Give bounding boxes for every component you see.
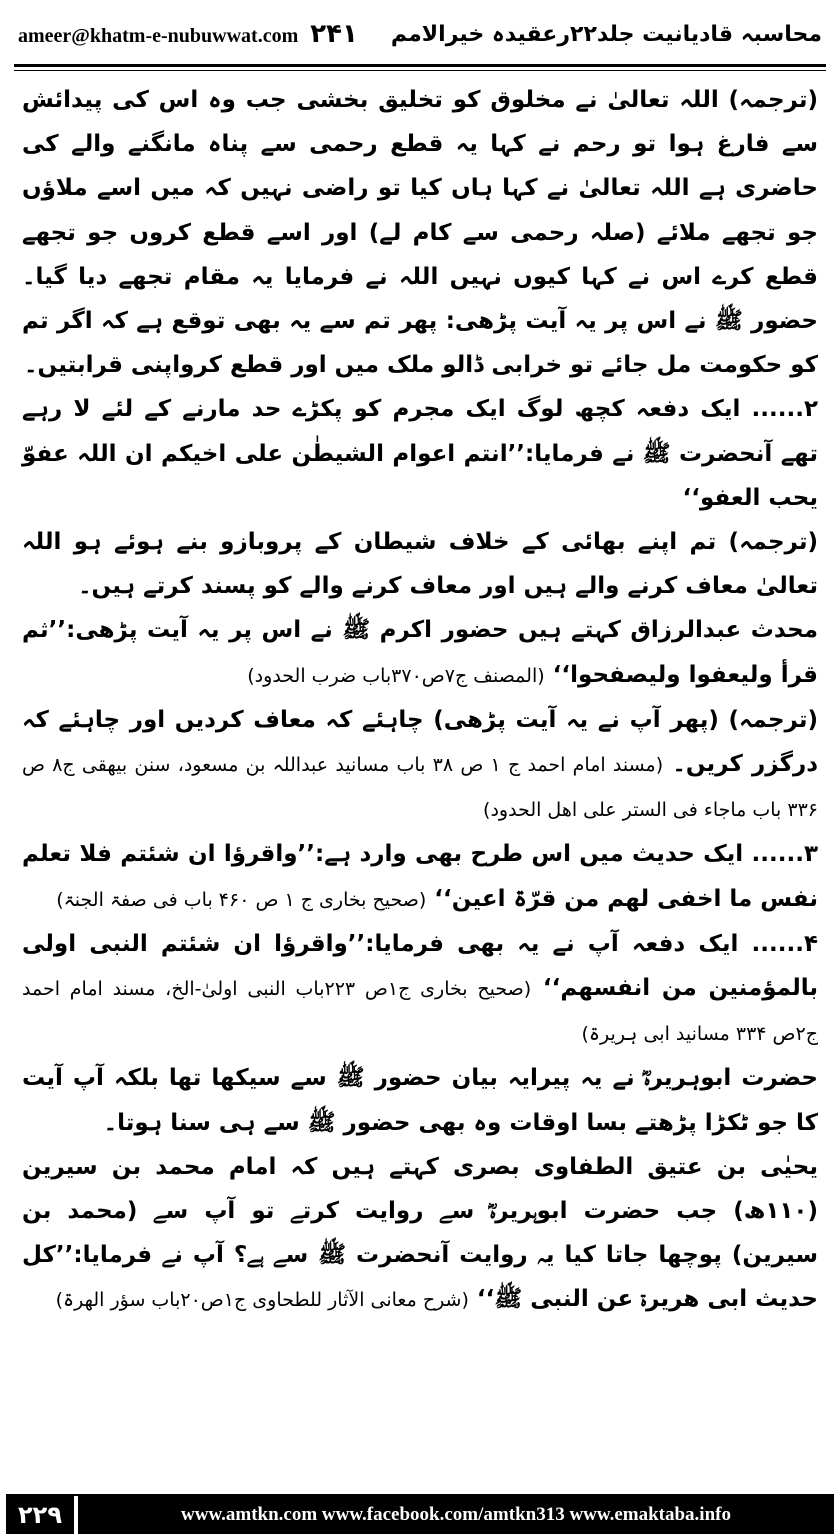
header-email: ameer@khatm-e-nubuwwat.com [18,25,299,47]
item-text: ایک حدیث میں اس طرح بھی وارد ہے:’’واقرؤا ان شئتم فلا تعلم نفس ما اخفی لھم من قرّۃ اعین‘‘ [22,841,818,912]
header-rule [14,64,826,71]
hadith-item-3 [22,832,818,921]
body-text [22,78,818,1323]
paragraph-translation-1: (ترجمہ) اللہ تعالیٰ نے مخلوق کو تخلیق بخشی جب وہ اس کی پیدائش سے فارغ ہوا تو رحم نے کہا یہ قطع رحمی سے پناہ مانگنے والے کی حاضری ہے اللہ تعالیٰ نے کہا ہاں کیا تو راضی نہیں کہ میں اسے ملاؤں جو تجھے ملائے (صلہ رحمی سے کام لے) اور اسے قطع کروں جو تجھے قطع کرے اس نے کہا کیوں نہیں اللہ نے فرمایا یہ مقام تجھے دیا گیا۔ حضور ﷺ نے اس پر یہ آیت پڑھی: پھر تم سے یہ بھی توقع ہے کہ اگر تم کو حکومت مل جائے تو خرابی ڈالو ملک میں اور قطع کرواپنی قرابتیں۔ [22,87,818,379]
header-page-number: ۲۴۱ [310,19,358,49]
citation: (شرح معانی الآثار للطحاوی ج۱ص۲۰باب سؤر الھرۃ) [55,1289,469,1312]
page-footer [6,1494,834,1534]
paragraph-text: محدث عبدالرزاق کہتے ہیں حضور اکرم ﷺ نے اس پر یہ آیت پڑھی:’’ثم قرأ ولیعفوا ولیصفحوا‘‘ [22,617,818,688]
citation: (المصنف ج۷ص۳۷۰باب ضرب الحدود) [247,664,545,687]
paragraph-translation-2: (ترجمہ) تم اپنے بھائی کے خلاف شیطان کے پروبازو بنے ہوئے ہو اللہ تعالیٰ معاف کرنے والے ہیں اور معاف کرنے والے کو پسند کرتے ہیں۔ [22,529,818,600]
item-number: ۲...... [751,396,818,423]
citation: (صحیح بخاری ج ۱ ص ۴۶۰ باب فی صفۃ الجنۃ) [56,888,427,911]
paragraph-text: یحیٰی بن عتیق الطفاوی بصری کہتے ہیں کہ امام محمد بن سیرین (۱۱۰ھ) جب حضرت ابوہریرہؓ سے روایت کرتے تو آپ سے (محمد بن سیرین) پوچھا جاتا کیا یہ روایت آنحضرت ﷺ سے ہے؟ آپ نے فرمایا:’’کل حدیث ابی ھریرۃ عن النبی ﷺ‘‘ [22,1153,818,1313]
item-number: ۴...... [751,930,818,957]
citation: (صحیح بخاری ج۱ص ۲۲۳باب النبی اولیٰ-الخ، مسند امام احمد ج۲ص ۳۳۴ مسانید ابی ہریرۃ) [22,978,818,1046]
paragraph-abu-hurairah: حضرت ابوہریرہؓ نے یہ پیرایہ بیان حضور ﷺ سے سیکھا تھا بلکہ آپ آیت کا جو ٹکڑا پڑھتے بسا اوقات وہ بھی حضور ﷺ سے ہی سنا ہوتا۔ [22,1065,818,1136]
hadith-item-4 [22,922,818,1057]
footer-website-links[interactable]: www.amtkn.com www.facebook.com/amtkn313 www.emaktaba.info [78,1496,834,1534]
item-number: ۳...... [751,841,818,868]
item-text: ایک دفعہ کچھ لوگ ایک مجرم کو پکڑے حد مارنے کے لئے لا رہے تھے آنحضرت ﷺ نے فرمایا:’’انتم اعوام الشیطٰن علی اخیکم ان اللہ عفوّ یحب العفو‘‘ [22,396,818,511]
footer-page-number: ۲۲۹ [6,1496,74,1534]
paragraph-muhaddith [22,608,818,697]
paragraph-ibn-sirin [22,1145,818,1323]
paragraph-text: (ترجمہ) (پھر آپ نے یہ آیت پڑھی) چاہئے کہ معاف کردیں اور چاہئے کہ درگزر کریں۔ [22,706,818,778]
item-text: ایک دفعہ آپ نے یہ بھی فرمایا:’’واقرؤا ان شئتم النبی اولی بالمؤمنین من انفسھم‘‘ [22,930,819,1002]
page-header [18,14,822,54]
header-left [18,19,358,49]
hadith-item-2 [22,387,818,520]
citation: (مسند امام احمد ج ۱ ص ۳۸ باب مسانید عبداللہ بن مسعود، سنن بیھقی ج۸ ص ۳۳۶ باب ماجاء فی الستر علی اھل الحدود) [22,754,818,822]
paragraph-translation-3 [22,698,818,833]
header-book-title: محاسبہ قادیانیت جلد۲۲رعقیدہ خیرالامم [390,21,822,47]
